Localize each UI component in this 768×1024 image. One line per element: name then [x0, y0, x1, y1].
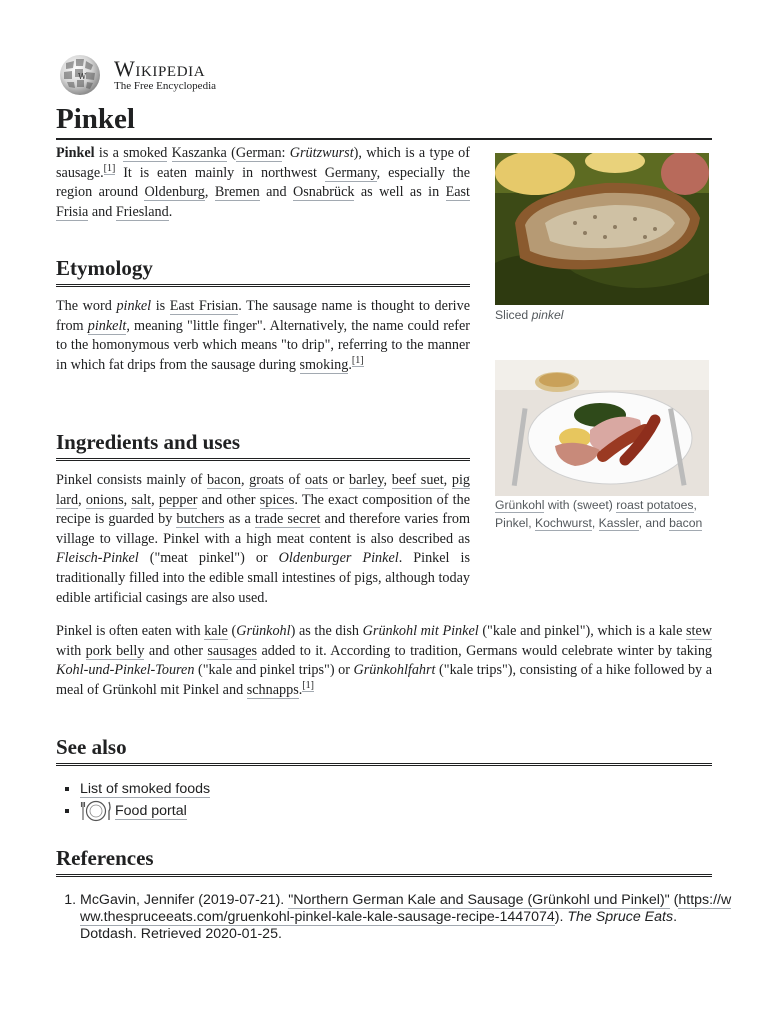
see-also-list: [56, 779, 736, 822]
list-item: [80, 779, 736, 800]
text: ,: [78, 491, 86, 508]
link-oats[interactable]: oats: [304, 472, 328, 488]
term-kohl-und-pinkel-touren: Kohl-und-Pinkel-Touren: [56, 662, 195, 679]
ingredients-paragraph-1: [56, 471, 712, 608]
heading-see-also: See also: [56, 734, 712, 766]
caption-italic: pinkel: [531, 308, 564, 322]
text: or: [327, 472, 349, 488]
link-kale[interactable]: kale: [204, 623, 228, 639]
link-butchers[interactable]: butchers: [176, 511, 225, 528]
text: and: [259, 184, 294, 201]
caption-link-kassler[interactable]: Kassler: [598, 515, 639, 530]
term-fleisch-pinkel: Fleisch-Pinkel: [56, 550, 139, 567]
text: ), which is a type of sausage.: [56, 145, 471, 181]
caption-link-bacon[interactable]: bacon: [669, 515, 703, 530]
text: . Dotdash. Retrieved 2020-01-25.: [80, 909, 678, 942]
text: It is eaten mainly in northwest: [115, 164, 325, 181]
link-kaszanka[interactable]: Kaszanka: [171, 145, 227, 161]
article-page: [56, 50, 732, 942]
link-pinkelt[interactable]: pinkelt: [87, 317, 127, 334]
text: and other: [144, 642, 208, 659]
plate-fork-knife-icon: [80, 800, 112, 822]
page-title: Pinkel: [56, 102, 712, 140]
text: ,: [383, 472, 392, 488]
native-name: Grützwurst: [289, 145, 354, 161]
term-pinkel: pinkel: [116, 298, 152, 314]
link-beef-suet[interactable]: beef suet: [391, 472, 444, 488]
reference-title-link[interactable]: "Northern German Kale and Sausage (Grünkohl und Pinkel)": [288, 892, 670, 908]
text: .: [348, 356, 352, 373]
text: and other: [197, 491, 260, 508]
reference-url-link[interactable]: https://www.thespruceeats.com/gruenkohl-pinkel-kale-kale-sausage-recipe-1447074: [80, 892, 732, 925]
link-food-portal[interactable]: Food portal: [115, 802, 187, 819]
figure-sliced-pinkel: [495, 153, 709, 325]
text: (: [227, 623, 237, 639]
caption-text: Sliced: [495, 308, 532, 322]
link-trade-secret[interactable]: trade secret: [254, 511, 321, 528]
caption-link-roast-potatoes[interactable]: roast potatoes: [616, 498, 694, 512]
caption-link-kochwurst[interactable]: Kochwurst: [534, 515, 592, 530]
references-list: [56, 892, 736, 943]
link-onions[interactable]: onions: [85, 491, 124, 508]
link-stew[interactable]: stew: [686, 623, 713, 639]
text: . The sausage name is thought to derive from: [56, 298, 470, 334]
link-osnabrueck[interactable]: Osnabrück: [293, 184, 355, 201]
text: Pinkel is often eaten with: [56, 623, 205, 639]
text: . Pinkel is traditionally filled into the edible small intestines of pigs, although today edible artificial casings are also used.: [56, 550, 470, 606]
wikipedia-globe-icon: [56, 53, 104, 97]
text: ("kale and pinkel trips") or: [194, 662, 354, 679]
list-item: [80, 800, 736, 822]
link-list-of-smoked-foods[interactable]: List of smoked foods: [80, 781, 211, 797]
text: added to it. According to tradition, Germans would celebrate winter by taking: [257, 642, 713, 659]
text: and: [88, 203, 116, 220]
text: of: [283, 472, 305, 488]
text: ("kale and pinkel"), which is a kale: [478, 623, 686, 639]
text: ,: [151, 491, 159, 508]
term-oldenburger-pinkel: Oldenburger Pinkel: [278, 550, 399, 567]
link-smoking[interactable]: smoking: [299, 356, 349, 373]
reference-publisher: The Spruce Eats: [567, 909, 674, 925]
text: (: [669, 892, 679, 908]
text: McGavin, Jennifer (2019-07-21).: [80, 892, 289, 908]
link-bremen[interactable]: Bremen: [214, 184, 260, 201]
link-salt[interactable]: salt: [131, 491, 152, 508]
ref-1-link[interactable]: [1]: [351, 355, 364, 367]
text: , meaning "little finger". Alternatively, the name could refer to the homonymous verb which means "to drip", referring to the manner in which fat drips from the sausage during: [56, 317, 470, 373]
text: ("kale trips"), consisting of a hike followed by a meal of Grünkohl mit Pinkel and: [56, 662, 712, 698]
link-barley[interactable]: barley: [348, 472, 384, 488]
text: ("meat pinkel") or: [138, 550, 279, 567]
heading-etymology: Etymology: [56, 255, 470, 287]
text: ,: [240, 472, 250, 488]
text: and therefore varies from village to village. Pinkel with a high meat content is also described as: [56, 511, 470, 547]
heading-ingredients-and-uses: Ingredients and uses: [56, 429, 470, 461]
text: .: [298, 681, 303, 698]
link-pepper[interactable]: pepper: [158, 491, 198, 508]
text: :: [281, 145, 290, 161]
text: ,: [443, 472, 452, 488]
figure-caption: [495, 307, 709, 325]
text: (: [226, 145, 236, 161]
lead-paragraph: [56, 144, 470, 222]
link-east-frisia[interactable]: East Frisia: [56, 184, 470, 220]
text: The word: [56, 298, 117, 314]
link-german[interactable]: German: [235, 145, 282, 161]
link-bacon[interactable]: bacon: [207, 472, 241, 488]
text: ) as the dish: [290, 623, 363, 639]
link-germany[interactable]: Germany: [324, 164, 377, 181]
text: ).: [554, 909, 568, 925]
text: ,: [123, 491, 132, 508]
reference-item: [80, 892, 736, 943]
caption-text: , Pinkel,: [495, 498, 697, 530]
etymology-paragraph: [56, 297, 470, 375]
term-gruenkohl: Grünkohl: [236, 623, 291, 639]
link-groats[interactable]: groats: [249, 472, 284, 488]
caption-link-gruenkohl[interactable]: Grünkohl: [495, 498, 545, 512]
caption-text: , and: [638, 515, 670, 530]
text: ,: [204, 184, 215, 201]
text: , especially the region around: [56, 164, 470, 201]
link-pork-belly[interactable]: pork belly: [85, 642, 145, 659]
text: is: [151, 298, 170, 314]
text: . The exact composition of the recipe is guarded by: [56, 491, 470, 528]
sliced-pinkel-image[interactable]: [495, 153, 709, 305]
term-gruenkohlfahrt: Grünkohlfahrt: [353, 662, 436, 679]
link-schnapps[interactable]: schnapps: [246, 681, 299, 698]
text: with: [56, 642, 86, 659]
link-east-frisian[interactable]: East Frisian: [169, 298, 239, 314]
text: .: [168, 203, 173, 220]
link-pig-lard[interactable]: pig lard: [56, 472, 471, 508]
link-spices[interactable]: spices: [259, 491, 295, 508]
wikipedia-logo[interactable]: [56, 50, 712, 100]
wordmark: [114, 58, 216, 92]
term-gruenkohl-mit-pinkel: Grünkohl mit Pinkel: [362, 623, 479, 639]
link-smoked[interactable]: smoked: [123, 145, 168, 161]
svg-text:W: W: [78, 72, 87, 81]
text: is a: [94, 145, 124, 161]
link-sausages[interactable]: sausages: [207, 642, 258, 659]
text: Pinkel consists mainly of: [56, 472, 208, 488]
tagline: The Free Encyclopedia: [114, 80, 217, 92]
caption-text: ,: [591, 515, 599, 530]
link-friesland[interactable]: Friesland: [115, 203, 169, 220]
ref-1-link[interactable]: [1]: [103, 162, 116, 174]
caption-text: with (sweet): [544, 498, 617, 512]
figure-spacer: [470, 471, 712, 591]
sliced-pinkel-photo: [495, 153, 709, 305]
lead-term: Pinkel: [56, 145, 95, 161]
ingredients-paragraph-2: [56, 622, 712, 700]
ref-1-link[interactable]: [1]: [302, 680, 314, 692]
heading-references: References: [56, 845, 712, 877]
text: as well as in: [354, 184, 446, 201]
wordmark-text: Wikipedia: [114, 56, 206, 81]
link-oldenburg[interactable]: Oldenburg: [144, 184, 205, 201]
text: as a: [224, 511, 255, 528]
